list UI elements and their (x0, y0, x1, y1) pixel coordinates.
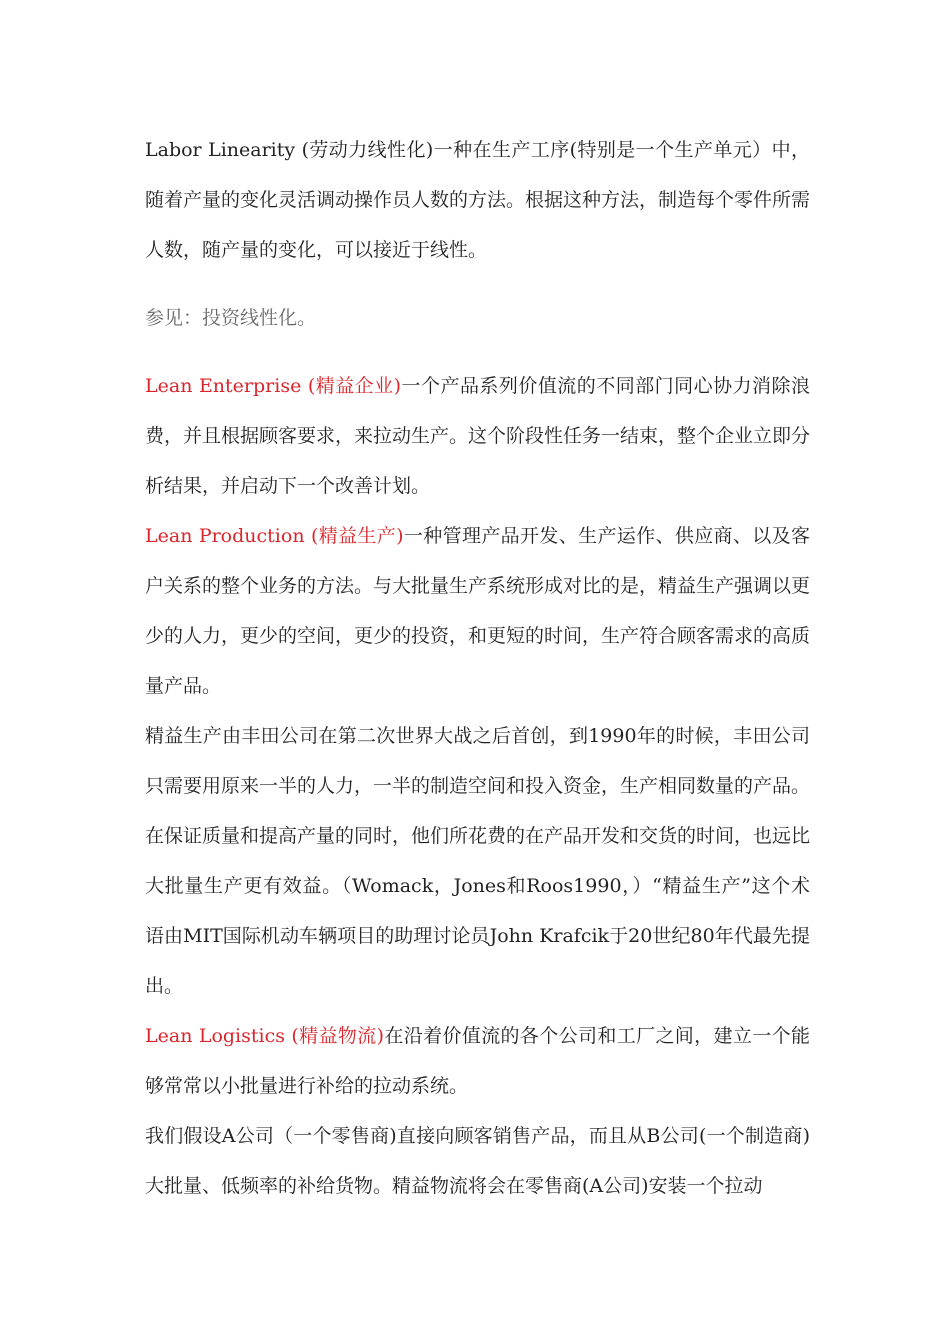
lean-logistics-term: Lean Logistics (精益物流) (145, 1025, 385, 1047)
lean-enterprise-entry (145, 361, 810, 511)
lean-logistics-example: 我们假设A公司（一个零售商)直接向顾客销售产品，而且从B公司(一个制造商)大批量、低频率的补给货物。精益物流将会在零售商(A公司)安装一个拉动 (145, 1125, 810, 1197)
labor-linearity-definition: Labor Linearity (劳动力线性化)一种在生产工序(特别是一个生产单元）中，随着产量的变化灵活调动操作员人数的方法。根据这种方法，制造每个零件所需人数，随产量的变化，可以接近于线性。 (145, 139, 811, 261)
lean-production-term: Lean Production (精益生产) (145, 525, 404, 547)
lean-production-definition: 一种管理产品开发、生产运作、供应商、以及客户关系的整个业务的方法。与大批量生产系统形成对比的是，精益生产强调以更少的人力，更少的空间，更少的投资，和更短的时间，生产符合顾客需求的高质量产品。 (145, 525, 811, 697)
lean-logistics-definition: 在沿着价值流的各个公司和工厂之间，建立一个能够常常以小批量进行补给的拉动系统。 (145, 1025, 810, 1097)
lean-logistics-entry (145, 1011, 810, 1111)
lean-production-history: 精益生产由丰田公司在第二次世界大战之后首创，到1990年的时候，丰田公司只需要用原来一半的人力，一半的制造空间和投入资金，生产相同数量的产品。在保证质量和提高产量的同时，他们所花费的在产品开发和交货的时间，也远比大批量生产更有效益。（Womack，Jones和Roos1990，）“精益生产”这个术语由MIT国际机动车辆项目的助理讨论员John Krafcik于20世纪80年代最先提出。 (145, 725, 811, 997)
lean-production-entry (145, 511, 810, 711)
document-page (145, 125, 810, 1211)
lean-enterprise-term: Lean Enterprise (精益企业) (145, 375, 402, 397)
see-also-note: 参见：投资线性化。 (145, 307, 317, 329)
lean-enterprise-definition: 一个产品系列价值流的不同部门同心协力消除浪费，并且根据顾客要求，来拉动生产。这个阶段性任务一结束，整个企业立即分析结果，并启动下一个改善计划。 (145, 375, 811, 497)
